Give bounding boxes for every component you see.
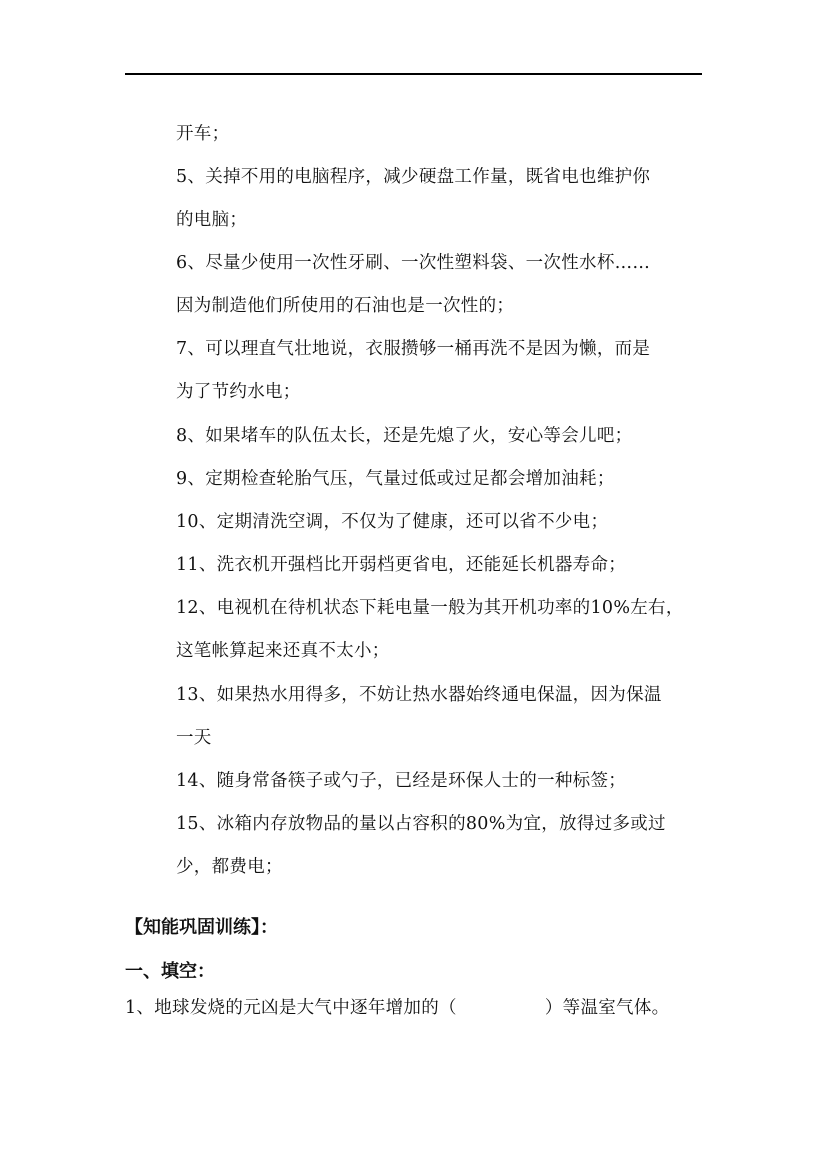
text-line: 5、关掉不用的电脑程序，减少硬盘工作量，既省电也维护你 xyxy=(176,167,651,187)
text-line: 14、随身常备筷子或勺子，已经是环保人士的一种标签； xyxy=(176,771,627,791)
question-text-before: 1、地球发烧的元凶是大气中逐年增加的（ xyxy=(125,998,457,1018)
subsection-title: 一、填空： xyxy=(125,961,215,982)
text-line: 13、如果热水用得多，不妨让热水器始终通电保温，因为保温 xyxy=(176,685,662,705)
text-line: 因为制造他们所使用的石油也是一次性的； xyxy=(176,296,515,316)
text-line: 一天 xyxy=(176,728,212,748)
header-rule xyxy=(125,73,702,75)
text-line: 11、洗衣机开强档比开弱档更省电，还能延长机器寿命； xyxy=(176,555,627,575)
text-line: 为了节约水电； xyxy=(176,382,301,402)
fill-blank-question xyxy=(125,996,669,1020)
section-title: 【知能巩固训练】： xyxy=(125,917,278,938)
text-line: 7、可以理直气壮地说，衣服攒够一桶再洗不是因为懒，而是 xyxy=(176,339,651,359)
text-line: 6、尽量少使用一次性牙刷、一次性塑料袋、一次性水杯…… xyxy=(176,253,651,273)
text-line: 8、如果堵车的队伍太长，还是先熄了火，安心等会儿吧； xyxy=(176,426,633,446)
text-line: 9、定期检查轮胎气压，气量过低或过足都会增加油耗； xyxy=(176,469,615,489)
text-line: 这笔帐算起来还真不太小； xyxy=(176,641,390,661)
text-line: 15、冰箱内存放物品的量以占容积的80%为宜，放得过多或过 xyxy=(176,814,666,834)
text-line: 少，都费电； xyxy=(176,857,283,877)
text-line: 12、电视机在待机状态下耗电量一般为其开机功率的10%左右， xyxy=(176,598,684,618)
question-text-after: ）等温室气体。 xyxy=(544,998,670,1018)
text-line: 10、定期清洗空调，不仅为了健康，还可以省不少电； xyxy=(176,512,609,532)
text-line: 开车； xyxy=(176,124,230,144)
text-line: 的电脑； xyxy=(176,210,248,230)
